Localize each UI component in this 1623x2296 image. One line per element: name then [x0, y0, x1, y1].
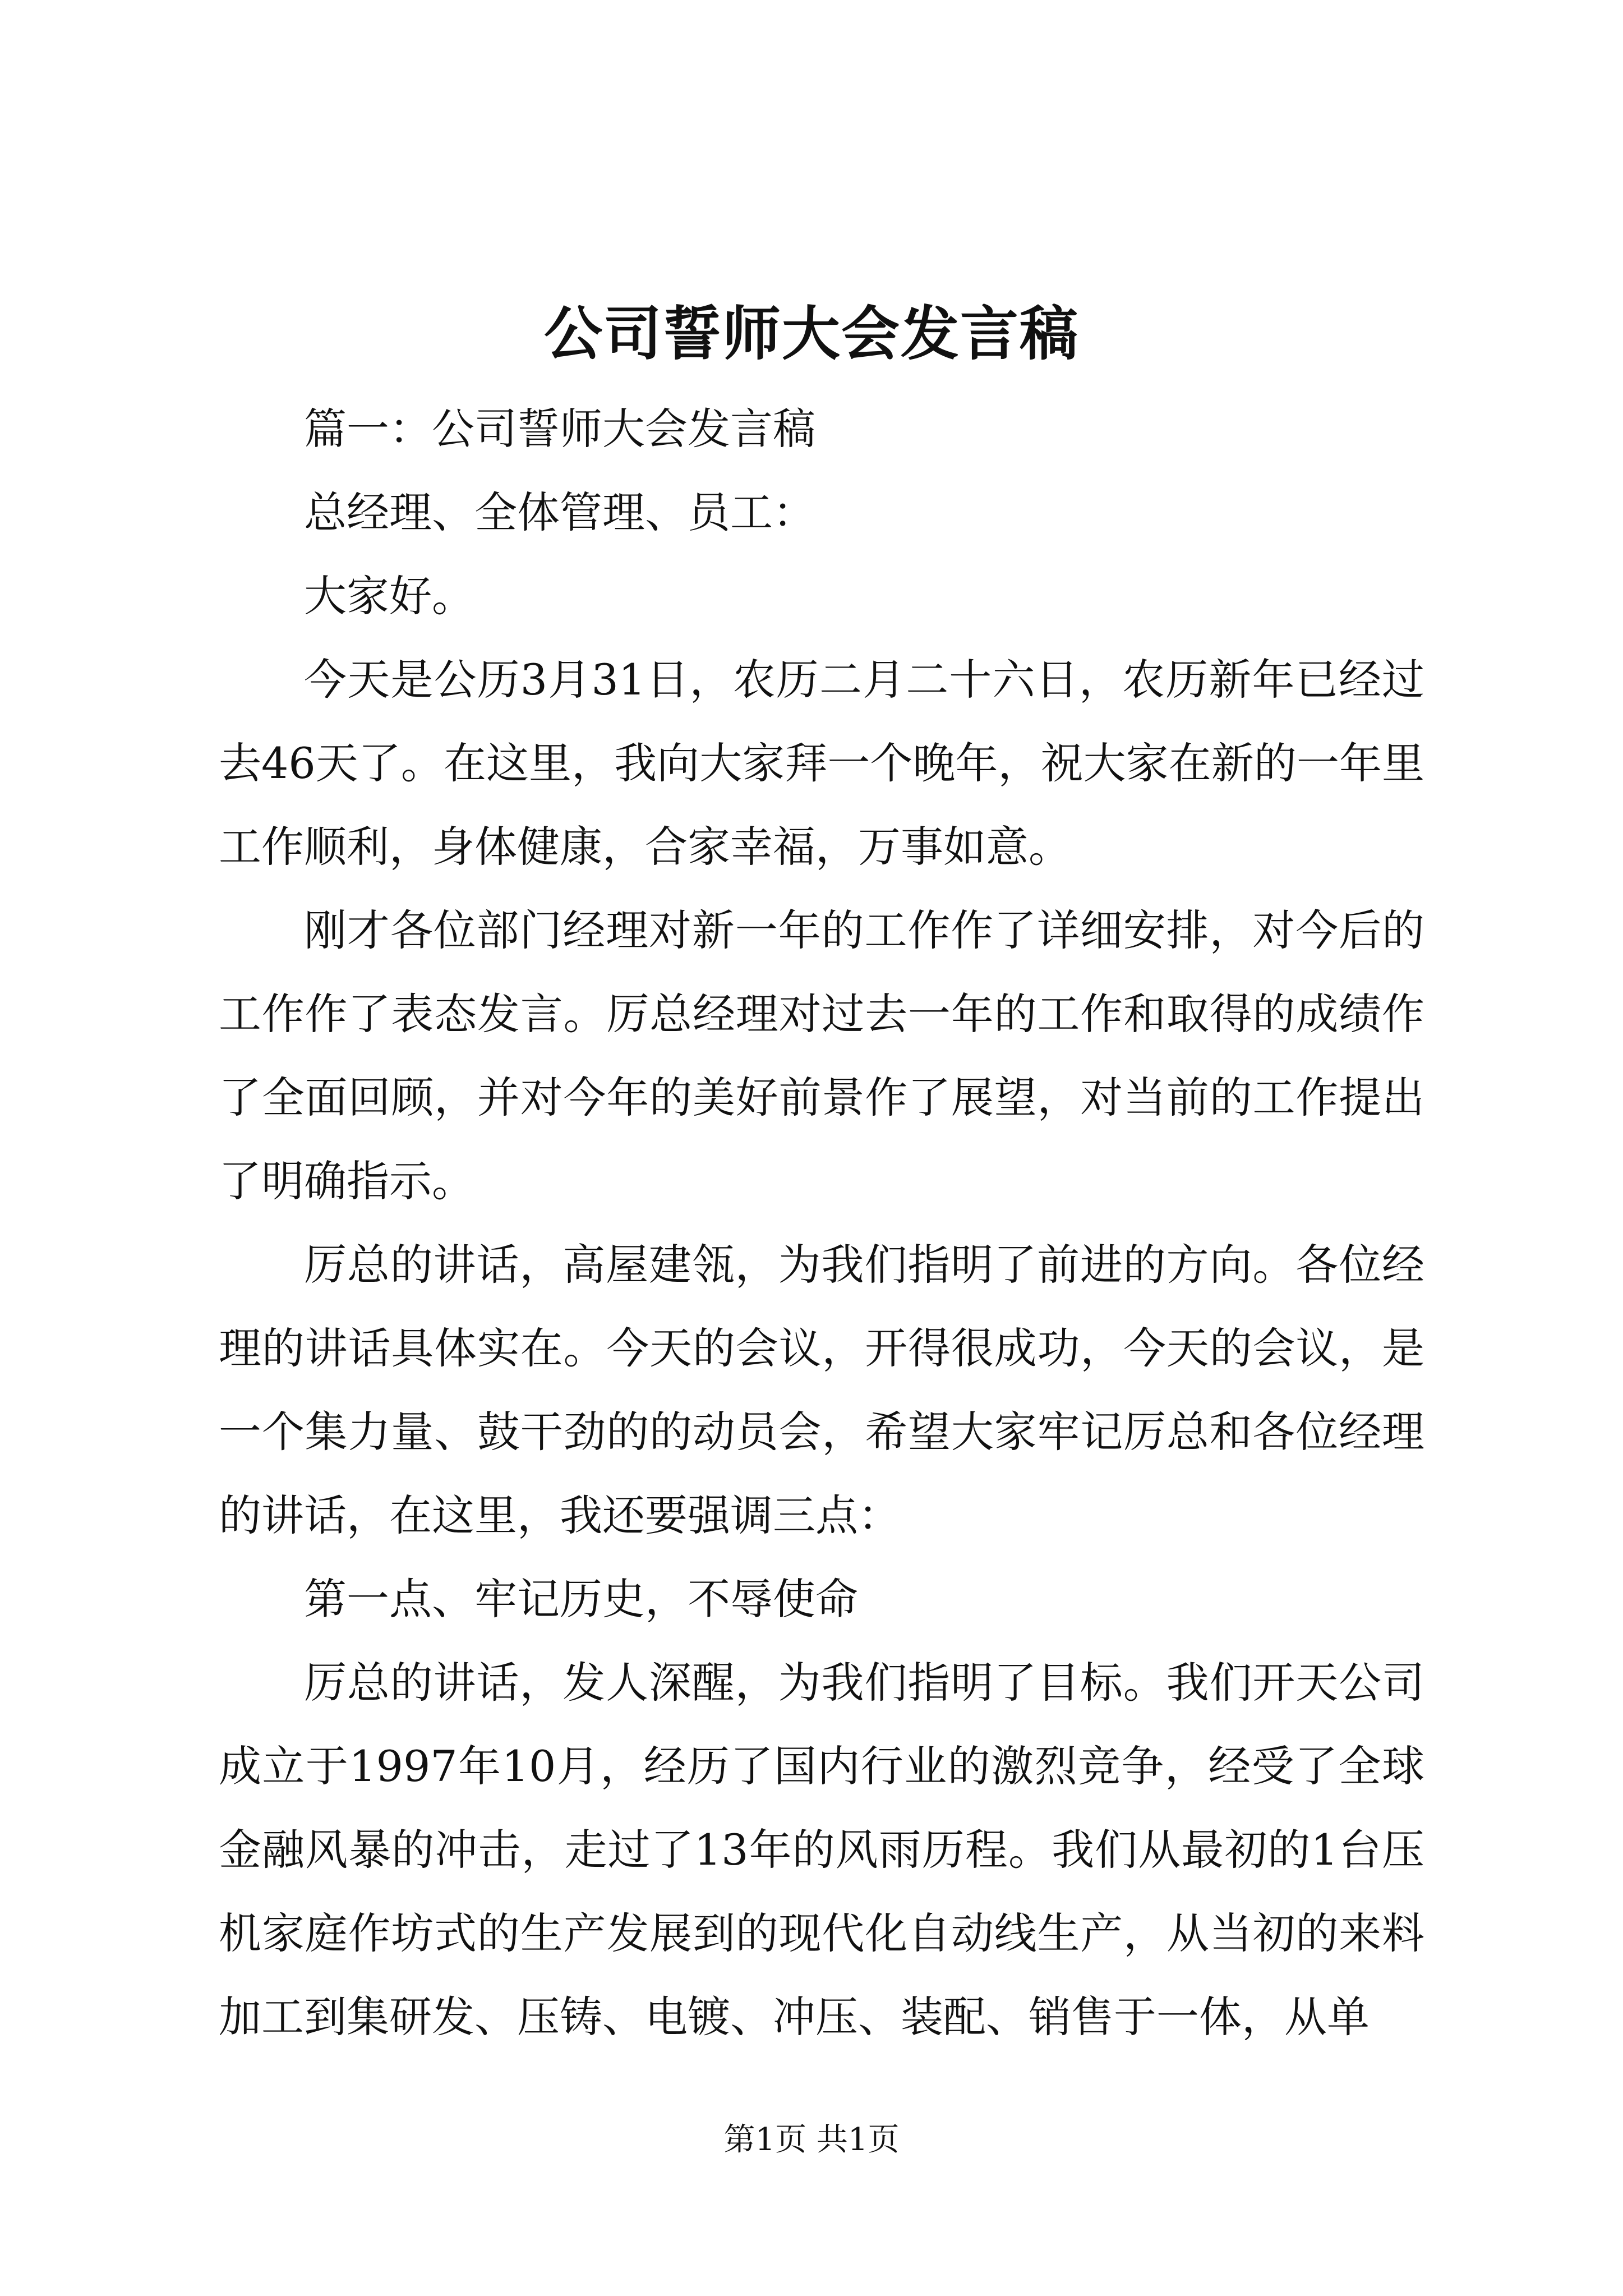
document-title: 公司誓师大会发言稿 — [543, 299, 1079, 368]
paragraph-salutation: 总经理、全体管理、员工： — [304, 487, 815, 537]
paragraph-date-wishes: 今天是公历3月31日，农历二月二十六日，农历新年已经过去46天了。在这里，我向大家拜一个晚年，祝大家在新的一年里工作顺利，身体健康，合家幸福，万事如意。 — [219, 655, 1424, 872]
paragraph-company-history: 厉总的讲话，发人深醒，为我们指明了目标。我们开天公司成立于1997年10月，经历了国内行业的激烈竞争，经受了全球金融风暴的冲击，走过了13年的风雨历程。我们从最初的1台压机家庭作坊式的生产发展到的现代化自动线生产，从当初的来料加工到集研发、压铸、电镀、冲压、装配、销售于一体，从单 — [219, 1658, 1424, 2042]
paragraph-review: 刚才各位部门经理对新一年的工作作了详细安排，对今后的工作作了表态发言。厉总经理对过去一年的工作和取得的成绩作了全面回顾，并对今年的美好前景作了展望，对当前的工作提出了明确指示。 — [219, 905, 1424, 1206]
paragraph-section-heading: 篇一：公司誓师大会发言稿 — [304, 404, 815, 454]
paragraph-point-one-heading: 第一点、牢记历史，不辱使命 — [304, 1574, 858, 1624]
paragraph-greeting: 大家好。 — [304, 571, 474, 621]
document-body — [219, 387, 1424, 2059]
page-number-footer: 第1页 共1页 — [723, 2122, 900, 2158]
paragraph-speech-summary: 厉总的讲话，高屋建瓴，为我们指明了前进的方向。各位经理的讲话具体实在。今天的会议，开得很成功，今天的会议，是一个集力量、鼓干劲的的动员会，希望大家牢记厉总和各位经理的讲话，在这里，我还要强调三点： — [219, 1240, 1424, 1540]
